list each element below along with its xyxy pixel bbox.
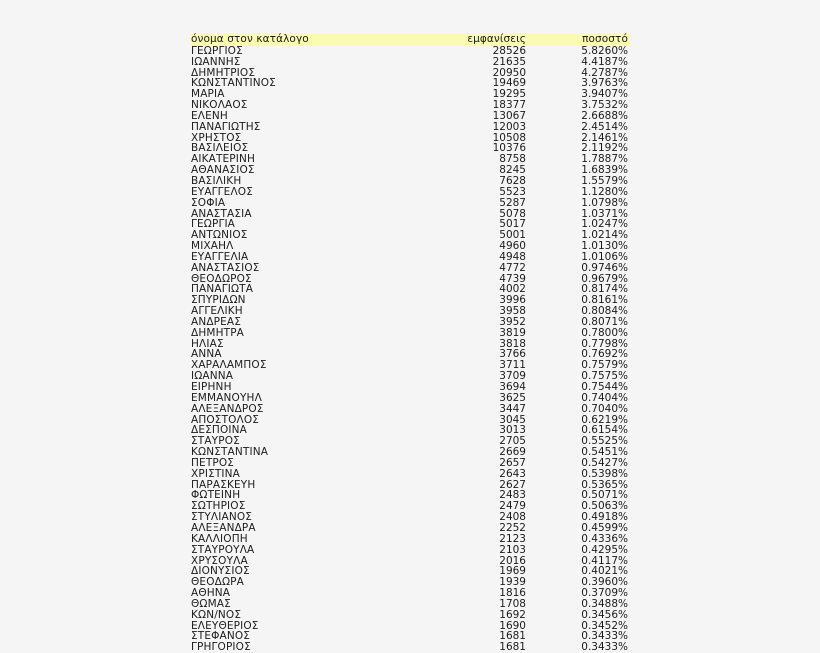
cell-percent: 0.4117% [581,554,628,567]
cell-percent: 0.8174% [581,283,628,296]
cell-count: 3625 [499,391,526,404]
cell-name: ΑΘΗΝΑ [191,587,231,600]
cell-count: 1681 [499,641,526,653]
table-row [190,219,630,230]
table-row [190,187,630,198]
cell-count: 3952 [499,315,526,328]
cell-count: 1690 [499,619,526,632]
cell-name: ΑΝΔΡΕΑΣ [191,315,242,328]
cell-percent: 0.5063% [581,500,628,513]
cell-percent: 0.9679% [581,272,628,285]
table-row [190,89,630,100]
cell-name: ΚΩΝΣΤΑΝΤΙΝΟΣ [191,77,276,90]
cell-name: ΑΝΑΣΤΑΣΙΑ [191,207,252,220]
table-header-row [190,33,630,46]
cell-percent: 0.5451% [581,446,628,459]
cell-percent: 1.0106% [581,250,628,263]
table-row [190,154,630,165]
table-row [190,534,630,545]
cell-count: 1969 [499,565,526,578]
cell-percent: 0.7579% [581,359,628,372]
cell-name: ΣΤΑΥΡΟΥΛΑ [191,543,255,556]
cell-percent: 1.0247% [581,218,628,231]
cell-name: ΚΩΝ/ΝΟΣ [191,608,242,621]
cell-count: 3694 [499,381,526,393]
cell-name: ΕΛΕΥΘΕΡΙΟΣ [191,619,259,632]
cell-percent: 2.4514% [581,120,628,133]
table-row [190,176,630,187]
cell-count: 3818 [499,337,526,350]
column-header-count: εμφανίσεις [467,33,526,45]
cell-percent: 0.7404% [581,391,628,404]
table-row [190,523,630,534]
cell-count: 1708 [499,597,526,610]
cell-count: 20950 [492,66,526,79]
cell-percent: 0.3488% [581,597,628,610]
cell-count: 10376 [492,142,526,155]
cell-percent: 1.6839% [581,164,628,177]
cell-percent: 0.7575% [581,370,628,383]
cell-percent: 0.8084% [581,305,628,318]
name-frequency-table [190,33,630,653]
cell-percent: 0.3452% [581,619,628,632]
cell-count: 5287 [499,196,526,209]
cell-count: 2483 [499,489,526,502]
table-header [190,33,630,46]
cell-name: ΙΩΑΝΝΗΣ [191,55,241,68]
cell-percent: 0.3433% [581,641,628,653]
cell-percent: 0.3433% [581,630,628,643]
cell-name: ΕΥΑΓΓΕΛΙΑ [191,250,249,263]
cell-count: 8758 [499,153,526,166]
cell-name: ΓΕΩΡΓΙΟΣ [191,44,243,57]
table-row [190,317,630,328]
cell-count: 4002 [499,283,526,296]
cell-percent: 0.6219% [581,413,628,426]
cell-percent: 0.3456% [581,608,628,621]
table-row [190,501,630,512]
cell-count: 2627 [499,478,526,491]
cell-name: ΕΛΕΝΗ [191,109,228,122]
cell-percent: 0.5071% [581,489,628,502]
table-row [190,610,630,621]
cell-name: ΠΑΝΑΓΙΩΤΑ [191,283,254,296]
cell-percent: 2.1461% [581,131,628,144]
cell-count: 4948 [499,250,526,263]
cell-name: ΒΑΣΙΛΙΚΗ [191,174,242,187]
cell-percent: 1.1280% [581,185,628,198]
cell-count: 1816 [499,587,526,600]
cell-count: 5523 [499,185,526,198]
table-row [190,100,630,111]
cell-count: 21635 [492,55,526,68]
table-row [190,458,630,469]
table-row [190,295,630,306]
table-row [190,566,630,577]
cell-count: 2408 [499,511,526,524]
table-row [190,133,630,144]
cell-name: ΕΙΡΗΝΗ [191,381,232,393]
cell-name: ΑΝΝΑ [191,348,222,361]
cell-percent: 0.5365% [581,478,628,491]
table-row [190,263,630,274]
cell-name: ΦΩΤΕΙΝΗ [191,489,241,502]
cell-name: ΔΙΟΝΥΣΙΟΣ [191,565,250,578]
cell-percent: 1.0130% [581,240,628,253]
cell-name: ΔΕΣΠΟΙΝΑ [191,424,247,437]
table-row [190,404,630,415]
cell-count: 12003 [492,120,526,133]
cell-name: ΑΓΓΕΛΙΚΗ [191,305,243,318]
cell-name: ΓΡΗΓΟΡΙΟΣ [191,641,251,653]
cell-count: 10508 [492,131,526,144]
table-row [190,360,630,371]
table-row [190,230,630,241]
table-row [190,241,630,252]
cell-percent: 0.5398% [581,467,628,480]
cell-name: ΑΝΤΩΝΙΟΣ [191,229,248,242]
table-row [190,556,630,567]
cell-name: ΑΝΑΣΤΑΣΙΟΣ [191,261,260,274]
cell-count: 2479 [499,500,526,513]
cell-percent: 4.2787% [581,66,628,79]
table-row [190,621,630,632]
cell-percent: 0.8161% [581,294,628,307]
cell-count: 3819 [499,326,526,339]
cell-percent: 3.9407% [581,88,628,101]
table-row [190,512,630,523]
table-row [190,209,630,220]
cell-count: 19469 [492,77,526,90]
table-row [190,490,630,501]
table-row [190,122,630,133]
cell-name: ΑΙΚΑΤΕΡΙΝΗ [191,153,256,166]
cell-count: 2643 [499,467,526,480]
cell-percent: 0.4336% [581,532,628,545]
cell-percent: 2.1192% [581,142,628,155]
cell-percent: 1.0798% [581,196,628,209]
cell-count: 4772 [499,261,526,274]
cell-name: ΕΜΜΑΝΟΥΗΛ [191,391,262,404]
table-row [190,599,630,610]
table-row [190,447,630,458]
table-row [190,577,630,588]
table-row [190,339,630,350]
cell-count: 3711 [499,359,526,372]
cell-name: ΧΡΙΣΤΙΝΑ [191,467,241,480]
column-header-percent: ποσοστό [582,33,628,45]
cell-name: ΑΠΟΣΤΟΛΟΣ [191,413,260,426]
cell-percent: 0.7800% [581,326,628,339]
table-row [190,143,630,154]
cell-count: 2123 [499,532,526,545]
cell-name: ΚΑΛΛΙΟΠΗ [191,532,248,545]
cell-percent: 0.7544% [581,381,628,393]
cell-percent: 0.4295% [581,543,628,556]
cell-percent: 2.6688% [581,109,628,122]
cell-count: 1681 [499,630,526,643]
cell-count: 3045 [499,413,526,426]
cell-count: 3709 [499,370,526,383]
cell-count: 3013 [499,424,526,437]
cell-name: ΗΛΙΑΣ [191,337,224,350]
table-row [190,46,630,57]
cell-count: 8245 [499,164,526,177]
cell-percent: 0.7798% [581,337,628,350]
cell-name: ΘΩΜΑΣ [191,597,231,610]
cell-percent: 0.8071% [581,315,628,328]
cell-percent: 5.8260% [581,44,628,57]
cell-count: 5017 [499,218,526,231]
cell-percent: 0.9746% [581,261,628,274]
table-row [190,371,630,382]
cell-name: ΝΙΚΟΛΑΟΣ [191,99,248,112]
cell-count: 3958 [499,305,526,318]
cell-count: 5001 [499,229,526,242]
table-row [190,274,630,285]
cell-percent: 0.3709% [581,587,628,600]
cell-count: 1692 [499,608,526,621]
cell-percent: 3.9763% [581,77,628,90]
cell-percent: 1.5579% [581,174,628,187]
cell-name: ΧΡΗΣΤΟΣ [191,131,242,144]
cell-count: 2252 [499,521,526,534]
cell-name: ΔΗΜΗΤΡΑ [191,326,245,339]
cell-name: ΒΑΣΙΛΕΙΟΣ [191,142,249,155]
cell-percent: 0.7692% [581,348,628,361]
cell-name: ΑΛΕΞΑΝΔΡΑ [191,521,256,534]
cell-name: ΧΡΥΣΟΥΛΑ [191,554,248,567]
cell-count: 2705 [499,435,526,448]
table-row [190,642,630,653]
cell-percent: 1.0214% [581,229,628,242]
cell-name: ΘΕΟΔΩΡΑ [191,576,244,589]
cell-percent: 1.7887% [581,153,628,166]
cell-percent: 0.7040% [581,402,628,415]
cell-name: ΑΘΑΝΑΣΙΟΣ [191,164,255,177]
cell-name: ΣΠΥΡΙΔΩΝ [191,294,246,307]
cell-count: 3766 [499,348,526,361]
table-body [190,46,630,653]
cell-percent: 1.0371% [581,207,628,220]
cell-name: ΜΙΧΑΗΛ [191,240,234,253]
table-row [190,165,630,176]
cell-percent: 0.6154% [581,424,628,437]
table-row [190,480,630,491]
cell-name: ΧΑΡΑΛΑΜΠΟΣ [191,359,267,372]
cell-count: 2016 [499,554,526,567]
cell-name: ΠΑΝΑΓΙΩΤΗΣ [191,120,261,133]
cell-name: ΚΩΝΣΤΑΝΤΙΝΑ [191,446,269,459]
cell-name: ΙΩΑΝΝΑ [191,370,234,383]
cell-percent: 0.3960% [581,576,628,589]
cell-percent: 4.4187% [581,55,628,68]
table-row [190,78,630,89]
table-row [190,545,630,556]
cell-count: 19295 [492,88,526,101]
cell-count: 4739 [499,272,526,285]
table-row [190,469,630,480]
table-row [190,306,630,317]
cell-count: 4960 [499,240,526,253]
cell-count: 5078 [499,207,526,220]
table-row [190,588,630,599]
cell-count: 13067 [492,109,526,122]
cell-name: ΔΗΜΗΤΡΙΟΣ [191,66,256,79]
cell-percent: 3.7532% [581,99,628,112]
cell-name: ΕΥΑΓΓΕΛΟΣ [191,185,253,198]
cell-name: ΣΤΕΦΑΝΟΣ [191,630,251,643]
cell-name: ΣΤΥΛΙΑΝΟΣ [191,511,253,524]
table-row [190,284,630,295]
cell-count: 3447 [499,402,526,415]
table-row [190,198,630,209]
cell-name: ΠΑΡΑΣΚΕΥΗ [191,478,256,491]
table-row [190,415,630,426]
cell-percent: 0.4599% [581,521,628,534]
table-row [190,57,630,68]
cell-name: ΣΟΦΙΑ [191,196,226,209]
cell-count: 1939 [499,576,526,589]
cell-name: ΣΩΤΗΡΙΟΣ [191,500,246,513]
cell-name: ΓΕΩΡΓΙΑ [191,218,236,231]
table-row [190,631,630,642]
cell-percent: 0.4918% [581,511,628,524]
cell-count: 7628 [499,174,526,187]
cell-name: ΑΛΕΞΑΝΔΡΟΣ [191,402,264,415]
cell-count: 2103 [499,543,526,556]
cell-name: ΘΕΟΔΩΡΟΣ [191,272,252,285]
cell-count: 3996 [499,294,526,307]
cell-name: ΣΤΑΥΡΟΣ [191,435,240,448]
cell-count: 18377 [492,99,526,112]
cell-count: 2657 [499,456,526,469]
name-frequency-table-container [190,33,630,653]
column-header-name: όνομα στον κατάλογο [191,33,309,45]
table-row [190,328,630,339]
cell-percent: 0.4021% [581,565,628,578]
cell-percent: 0.5427% [581,456,628,469]
cell-name: ΜΑΡΙΑ [191,88,225,101]
table-row [190,425,630,436]
cell-count: 2669 [499,446,526,459]
cell-percent: 0.5525% [581,435,628,448]
cell-name: ΠΕΤΡΟΣ [191,456,235,469]
cell-count: 28526 [492,44,526,57]
